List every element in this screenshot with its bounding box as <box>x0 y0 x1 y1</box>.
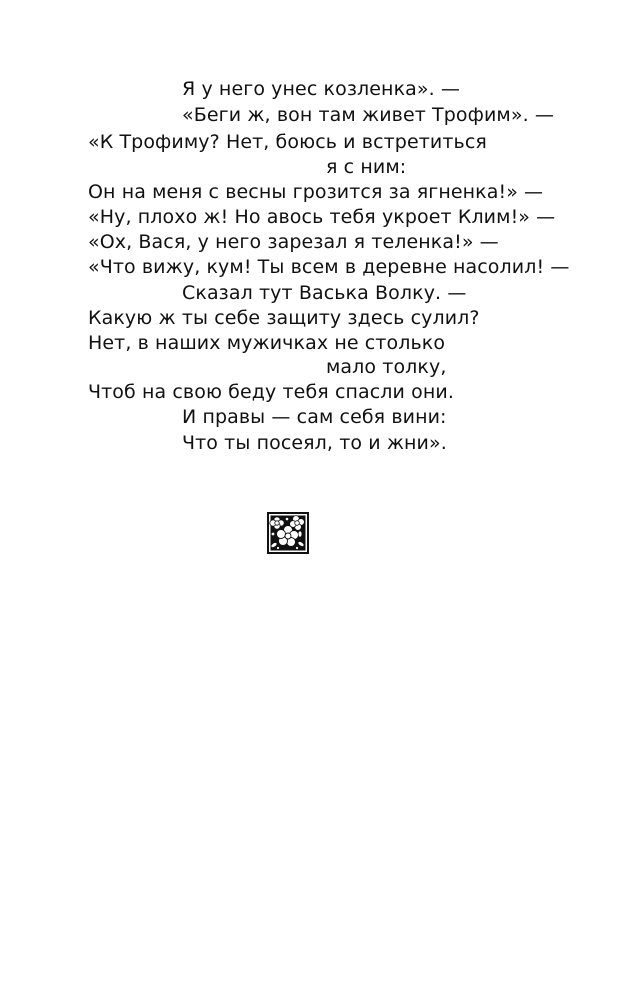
poem-text <box>0 0 620 470</box>
poem-line: Чтоб на свою беду тебя спасли они. <box>88 381 454 403</box>
poem-line: «Ох, Вася, у него зарезал я теленка!» — <box>88 231 499 253</box>
poem-line: «Что вижу, кум! Ты всем в деревне насолил! — <box>88 256 570 278</box>
poem-line: Сказал тут Васька Волку. — <box>182 282 467 304</box>
poem-line: мало толку, <box>326 356 447 378</box>
poem-line: «Ну, плохо ж! Но авось тебя укроет Клим!» — <box>88 206 556 228</box>
poem-line: Что ты посеял, то и жни». <box>182 432 447 454</box>
poem-line: «К Трофиму? Нет, боюсь и встретиться <box>88 131 487 153</box>
poem-line: я с ним: <box>326 156 407 178</box>
poem-line: Он на меня с весны грозится за ягненка!» — <box>88 181 544 203</box>
poem-line: Я у него унес козленка». — <box>182 78 461 100</box>
floral-vignette-icon <box>267 512 309 554</box>
poem-line: Нет, в наших мужичках не столько <box>88 332 446 354</box>
poem-line: «Беги ж, вон там живет Трофим». — <box>182 104 554 126</box>
poem-line: Какую ж ты себе защиту здесь сулил? <box>88 307 480 329</box>
poem-line: И правы — сам себя вини: <box>182 406 447 428</box>
